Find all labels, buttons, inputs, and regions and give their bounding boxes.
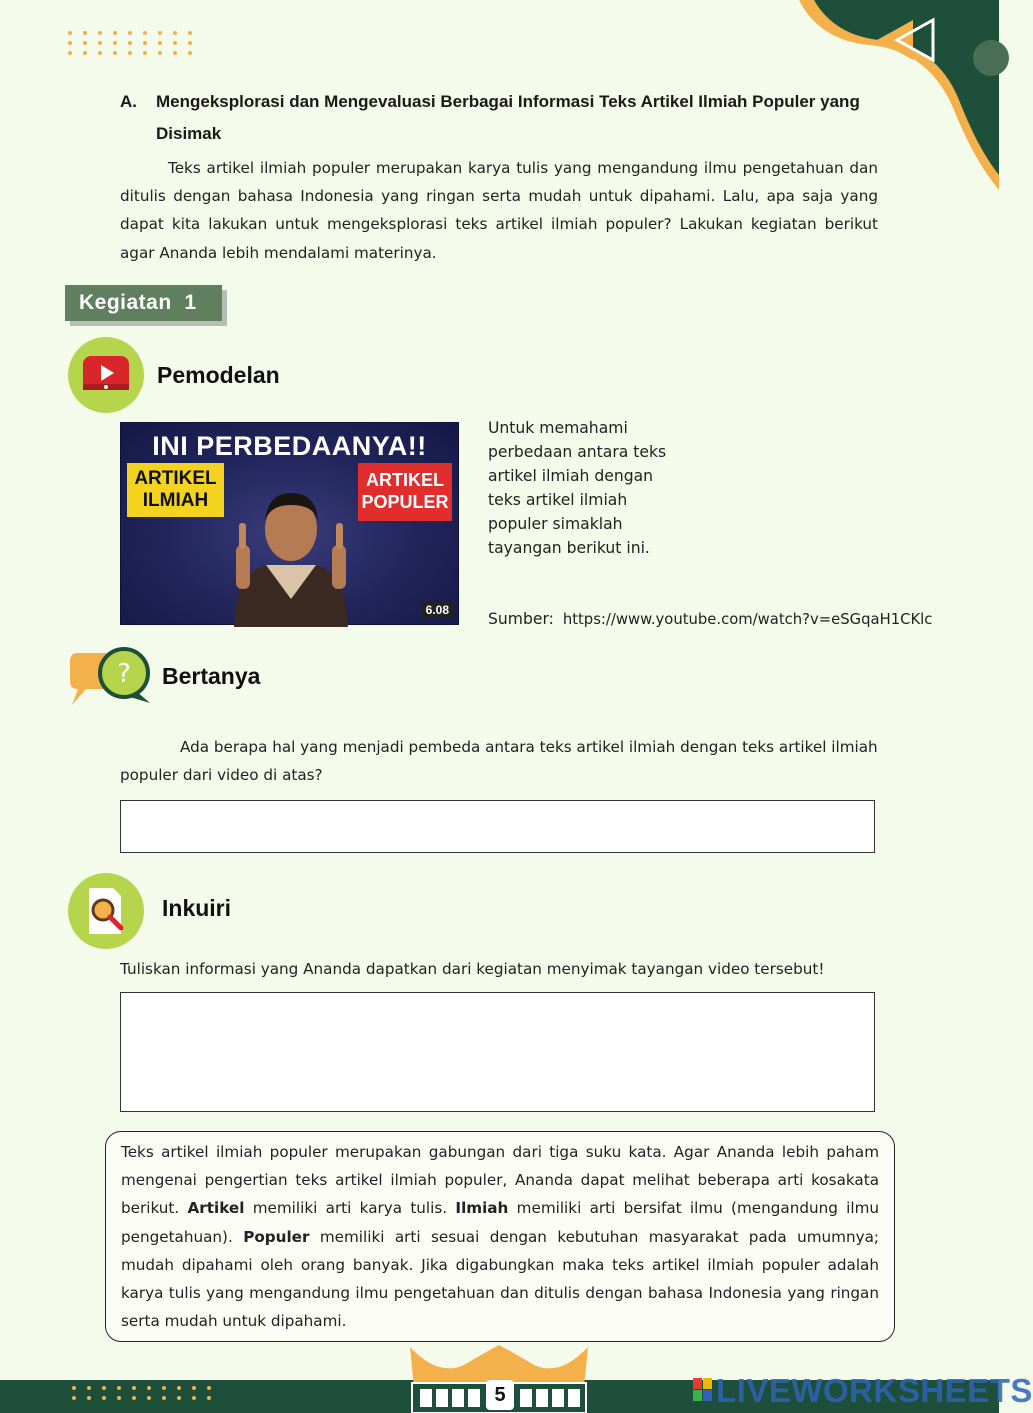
thumbnail-label-populer: ARTIKEL POPULER: [358, 463, 452, 521]
source-label: Sumber:: [488, 610, 554, 628]
presenter-figure: [226, 481, 356, 627]
video-duration: 6.08: [422, 602, 453, 618]
info-term-artikel: Artikel: [187, 1199, 245, 1218]
info-paragraph: [121, 1138, 879, 1335]
video-play-icon: [68, 337, 144, 413]
question-bubble-icon: [66, 647, 156, 709]
section-letter: A.: [120, 92, 137, 111]
inkuiri-instruction: Tuliskan informasi yang Ananda dapatkan dari kegiatan menyimak tayangan video tersebut!: [120, 960, 825, 978]
info-box: [105, 1131, 895, 1342]
brand-logo-icon: [693, 1378, 713, 1402]
info-term-populer: Populer: [243, 1227, 310, 1246]
bertanya-question: Ada berapa hal yang menjadi pembeda antara teks artikel ilmiah dengan teks artikel ilmiah populer dari video di atas?: [120, 738, 878, 785]
info-text-4: memiliki arti sesuai dengan kebutuhan masyarakat pada umumnya; mudah dipahami oleh orang banyak. Jika digabungkan maka teks artikel ilmiah populer adalah karya tulis yang mengandung ilmu pengetahuan dan ditulis dengan bahasa Indonesia yang ringan serta mudah untuk dipahami.: [121, 1227, 879, 1331]
source-link[interactable]: https://www.youtube.com/watch?v=eSGqaH1CKlc: [562, 611, 933, 628]
inkuiri-answer-field[interactable]: [120, 992, 875, 1112]
thumbnail-title: INI PERBEDAANYA!!: [152, 431, 427, 461]
decorative-dots: [68, 31, 203, 55]
info-text-1: Teks artikel ilmiah populer merupakan gabungan dari tiga suku kata. Agar Ananda lebih paham mengenai pengertian teks artikel ilmiah populer, Ananda dapat melihat beberapa arti kosakata berikut.: [121, 1143, 879, 1218]
video-description: Untuk memahami perbedaan antara teks artikel ilmiah dengan teks artikel ilmiah populer simaklah tayangan berikut ini.: [488, 419, 667, 557]
thumbnail-label-ilmiah: ARTIKEL ILMIAH: [127, 463, 224, 517]
section-title: Mengeksplorasi dan Mengevaluasi Berbagai Informasi Teks Artikel Ilmiah Populer yang Disimak: [156, 92, 860, 143]
intro-paragraph: Teks artikel ilmiah populer merupakan karya tulis yang mengandung ilmu pengetahuan dan ditulis dengan bahasa Indonesia yang ringan serta mudah untuk dipahami. Lalu, apa saja yang dapat kita lakukan untuk mengeksplorasi teks artikel ilmiah populer? Lakukan kegiatan berikut agar Ananda lebih mendalami materinya.: [120, 159, 878, 262]
info-term-ilmiah: Ilmiah: [455, 1199, 509, 1218]
bertanya-title: Bertanya: [162, 663, 261, 689]
page-number: 5: [486, 1380, 514, 1410]
info-text-2: memiliki arti karya tulis.: [244, 1199, 456, 1218]
bertanya-answer-field[interactable]: [120, 800, 875, 853]
brand-watermark: LIVEWORKSHEETS: [716, 1372, 1033, 1409]
inkuiri-title: Inkuiri: [162, 895, 232, 921]
section-heading: [120, 86, 880, 150]
info-text-3: memiliki arti bersifat ilmu (mengandung ilmu pengetahuan).: [121, 1199, 880, 1246]
inquiry-magnifier-icon: [68, 873, 144, 949]
video-source: [488, 610, 932, 628]
footer-dots: [72, 1386, 222, 1400]
pemodelan-title: Pemodelan: [157, 362, 280, 388]
video-thumbnail[interactable]: [120, 422, 459, 625]
kegiatan-label: Kegiatan 1: [65, 285, 222, 321]
svg-text:?: ?: [117, 659, 131, 689]
